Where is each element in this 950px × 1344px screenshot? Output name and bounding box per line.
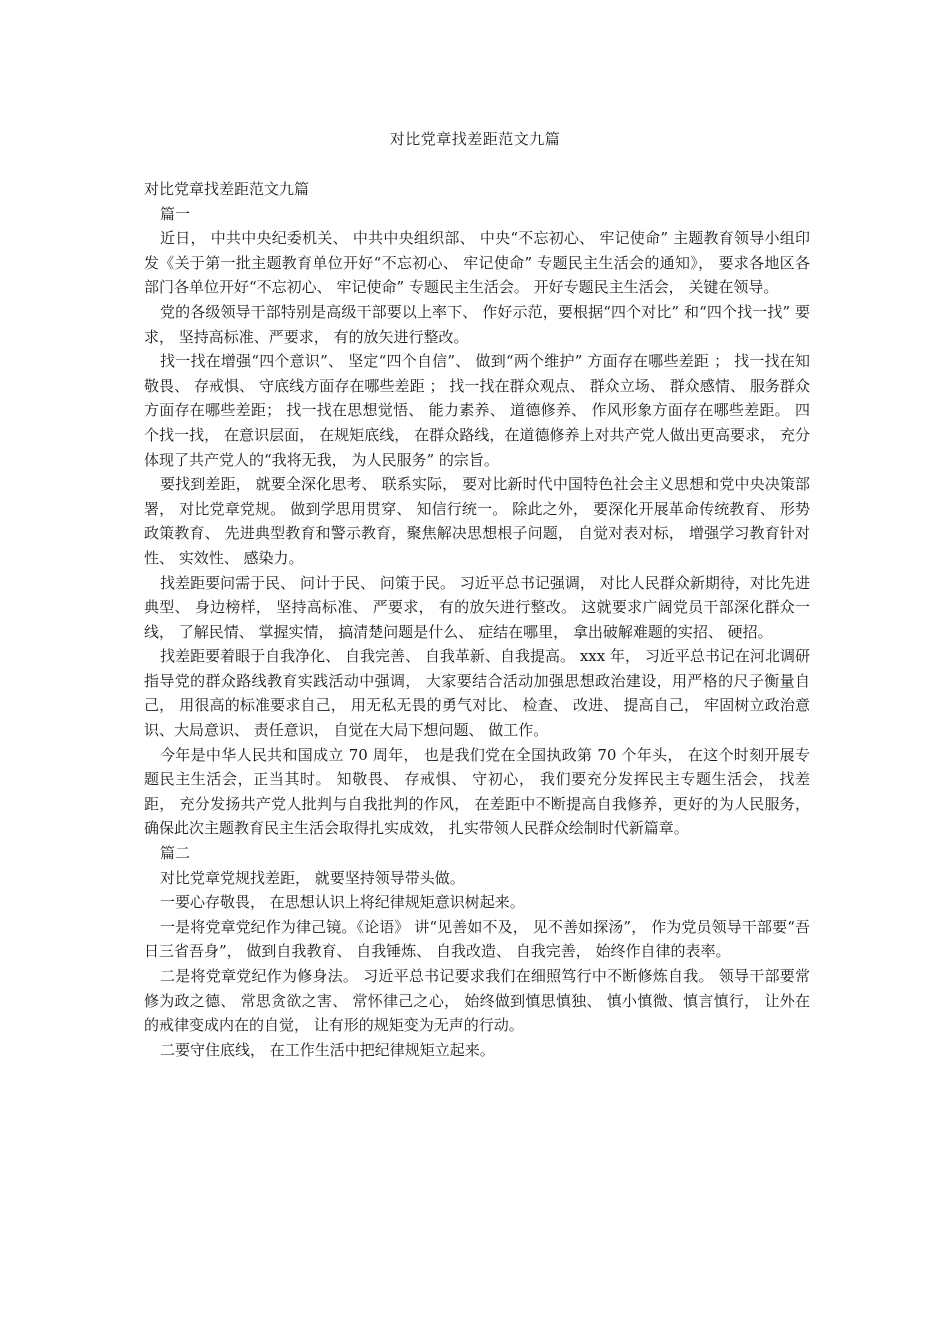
paragraph: 找差距要问需于民、 问计于民、 问策于民。 习近平总书记强调， 对比人民群众新期待，对比先进典型、 身边榜样， 坚持高标准、 严要求， 有的放矢进行整改。 这就要求广阔党员干部深化群众一线， 了解民情、 掌握实情， 搞清楚问题是什么、 症结在哪里， 拿出破解难题的实招、 硬招。 <box>144 573 810 641</box>
document-body <box>144 177 810 1062</box>
document-title: 对比党章找差距范文九篇 <box>389 130 561 148</box>
paragraph: 一是将党章党纪作为律己镜。《论语》 讲“见善如不及， 见不善如探汤”， 作为党员领导干部要“吾日三省吾身”， 做到自我教育、 自我锤炼、 自我改造、 自我完善， 始终作自律的表率。 <box>144 917 810 961</box>
paragraph: 二是将党章党纪作为修身法。 习近平总书记要求我们在细照笃行中不断修炼自我。 领导干部要常修为政之德、 常思贪欲之害、 常怀律己之心， 始终做到慎思慎独、 慎小慎微、慎言慎行， 让外在的戒律变成内在的自觉， 让有形的规矩变为无声的行动。 <box>144 967 810 1035</box>
paragraph: 对比党章党规找差距， 就要坚持领导带头做。 <box>160 868 465 887</box>
paragraph: 近日， 中共中央纪委机关、 中共中央组织部、 中央“不忘初心、 牢记使命” 主题教育领导小组印发《关于第一批主题教育单位开好“不忘初心、 牢记使命” 专题民主生活会的通知》， 要求各地区各部门各单位开好“不忘初心、 牢记使命” 专题民主生活会。 开好专题民主生活会， 关键在领导。 <box>144 229 810 297</box>
paragraph: 今年是中华人民共和国成立 70 周年， 也是我们党在全国执政第 70 个年头， 在这个时刻开展专题民主生活会，正当其时。 知敬畏、 存戒惧、 守初心， 我们要充分发挥民主专题生活会， 找差距， 充分发扬共产党人批判与自我批判的作风， 在差距中不断提高自我修养，更好的为人民服务， 确保此次主题教育民主生活会取得扎实成效， 扎实带领人民群众绘制时代新篇章。 <box>144 745 810 838</box>
paragraph: 二要守住底线， 在工作生活中把纪律规矩立起来。 <box>160 1040 495 1059</box>
paragraph: 党的各级领导干部特别是高级干部要以上率下、 作好示范，要根据“四个对比” 和“四个找一找” 要求， 坚持高标准、严要求， 有的放矢进行整改。 <box>144 302 810 346</box>
paragraph: 一要心存敬畏， 在思想认识上将纪律规矩意识树起来。 <box>160 893 525 912</box>
paragraph: 找一找在增强“四个意识”、 坚定“四个自信”、 做到“两个维护” 方面存在哪些差距 ； 找一找在知敬畏、 存戒惧、 守底线方面存在哪些差距 ； 找一找在群众观点、 群众立场、 群众感情、 服务群众方面存在哪些差距； 找一找在思想觉悟、 能力素养、 道德修养、 作风形象方面存在哪些差距。 四个找一找， 在意识层面， 在规矩底线， 在群众路线，在道德修养上对共产党人做出更高要求， 充分体现了共产党人的“我将无我， 为人民服务” 的宗旨。 <box>144 352 810 469</box>
document-subtitle: 对比党章找差距范文九篇 <box>144 180 310 198</box>
paragraph: 找差距要着眼于自我净化、 自我完善、 自我革新、自我提高。 xxx 年， 习近平总书记在河北调研指导党的群众路线教育实践活动中强调， 大家要结合活动加强思想政治建设，用严格的尺子衡量自己， 用很高的标准要求自己， 用无私无畏的勇气对比、 检查、 改进、 提高自己， 牢固树立政治意识、大局意识、 责任意识， 自觉在大局下想问题、 做工作。 <box>144 647 810 740</box>
section-heading-2: 篇二 <box>160 844 191 863</box>
section-heading-1: 篇一 <box>160 204 191 223</box>
paragraph: 要找到差距， 就要全深化思考、 联系实际， 要对比新时代中国特色社会主义思想和党中央决策部署， 对比党章党规。 做到学思用贯穿、 知信行统一。 除此之外， 要深化开展革命传统教育、 形势政策教育、 先进典型教育和警示教育，聚焦解决思想根子问题， 自觉对表对标， 增强学习教育针对性、 实效性、 感染力。 <box>144 475 810 567</box>
